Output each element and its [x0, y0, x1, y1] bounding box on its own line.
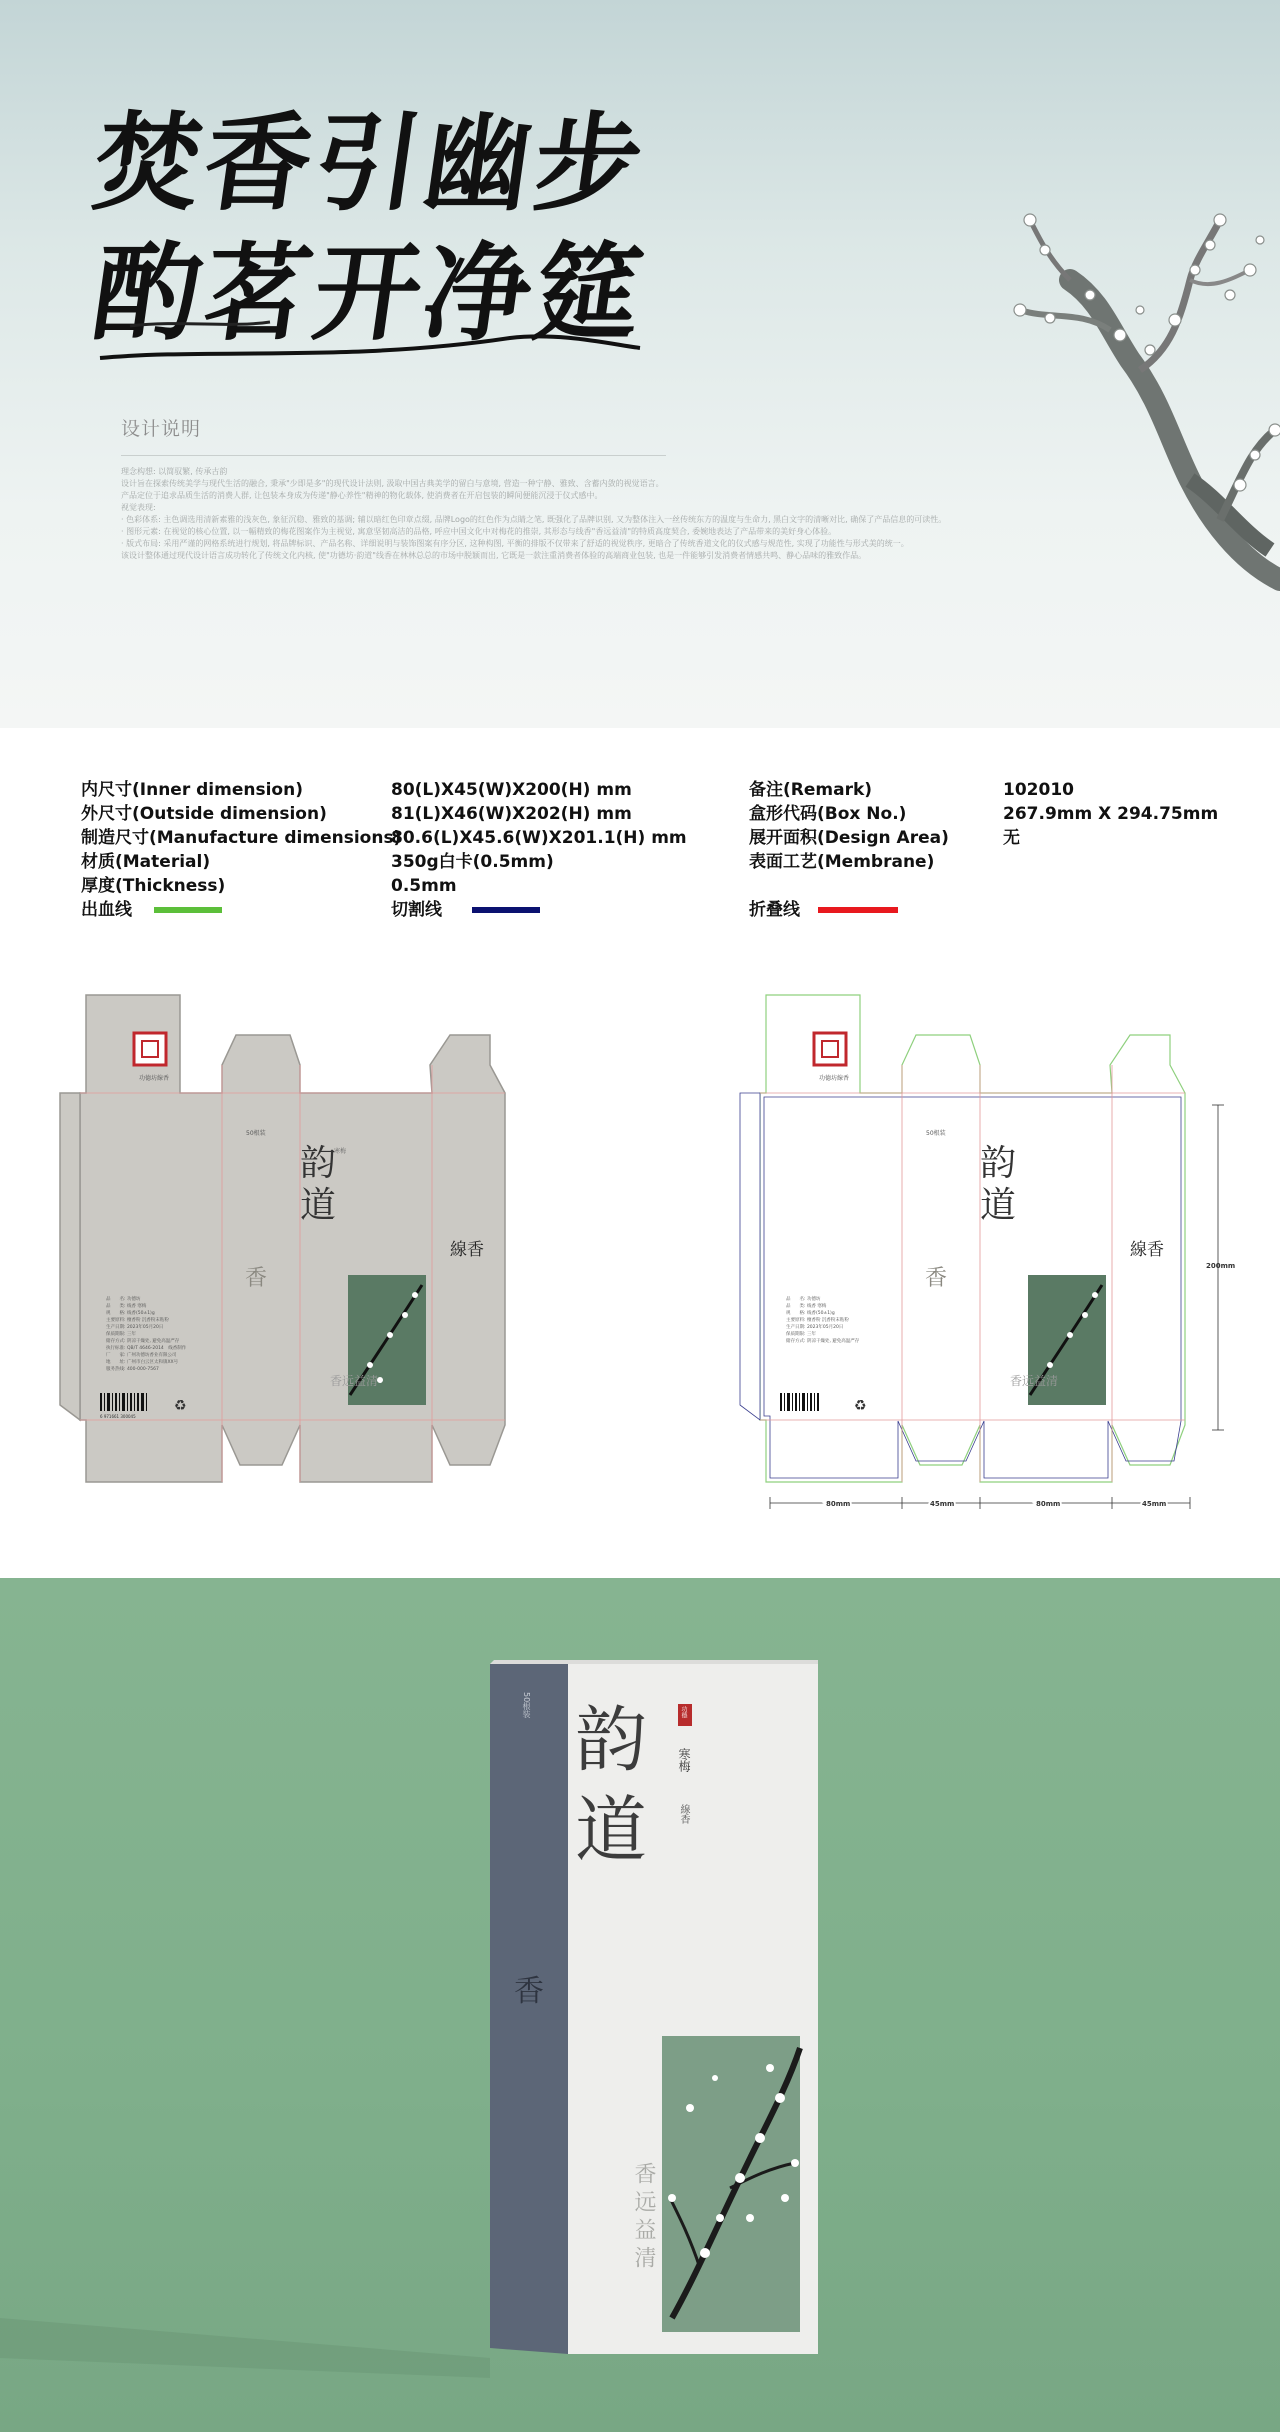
spec-label: 盒形代码(Box No.)	[749, 804, 907, 824]
design-paragraph: 设计旨在探索传统美学与现代生活的融合, 秉承"少即是多"的现代设计法则, 汲取中国古典美学的留白与意境, 营造一种宁静、雅致、含蓄内敛的视觉语言。	[121, 479, 664, 488]
spec-value: 0.5mm	[391, 876, 457, 896]
mock-count-label: 50根装	[522, 1692, 531, 1719]
dim-height-label: 200mm	[1206, 1262, 1236, 1270]
design-paragraph: 产品定位于追求品质生活的消费人群, 让包装本身成为传递"静心养性"精神的物化载体, 使消费者在开启包装的瞬间便能沉浸于仪式感中。	[121, 491, 603, 500]
recycle-icon: ♻	[854, 1398, 867, 1414]
design-paragraph: 该设计整体通过现代设计语言成功转化了传统文化内核, 使"功德坊·韵道"线香在林林总总的市场中脱颖而出, 它既是一款注重消费者体验的高端商业包装, 也是一件能够引发消费者情感共鸣、静心品味的雅致作品。	[121, 551, 867, 560]
bleed-line-swatch	[154, 907, 222, 913]
mock-side-text: 線香	[678, 1804, 689, 1824]
dim-width-label: 80mm	[826, 1500, 851, 1508]
brand-logo-icon	[814, 1033, 846, 1065]
name-char-2: 道	[980, 1185, 1017, 1226]
slogan-line-1: 焚香引幽步	[86, 100, 654, 225]
brand-name: 功德坊線香	[819, 1075, 850, 1082]
variety-label: 寒梅	[334, 1148, 347, 1155]
spec-label: 制造尺寸(Manufacture dimensions)	[81, 828, 402, 848]
info-line: 生产日期: 2023年05月20日	[106, 1325, 164, 1330]
spec-left-values	[391, 778, 687, 922]
name-char-1: 韵	[980, 1143, 1017, 1184]
info-line: 主要原料: 檀香粉 沉香粉末粘粉	[106, 1318, 169, 1323]
dim-depth-label: 45mm	[930, 1500, 955, 1508]
dieline-printed	[50, 985, 520, 1505]
info-line: 品 名: 功德坊	[786, 1297, 821, 1302]
spec-value: 350g白卡(0.5mm)	[391, 852, 554, 872]
design-paragraph: 视觉表现:	[121, 503, 156, 512]
info-line: 品 名: 功德坊	[106, 1297, 141, 1302]
mock-name-char-2: 道	[575, 1788, 648, 1872]
seal-text: 功德	[680, 1706, 687, 1718]
spec-value: 102010	[1003, 780, 1074, 800]
spec-value: 267.9mm X 294.75mm	[1003, 804, 1219, 824]
plum-branch-illustration	[990, 200, 1280, 720]
spec-value: 81(L)X46(W)X202(H) mm	[391, 804, 632, 824]
info-line: 储存方式: 阴凉干燥处, 避免高温严存	[106, 1339, 180, 1344]
info-line: 规 格: 线香(50±1)g	[106, 1311, 155, 1316]
dim-depth-label: 45mm	[1142, 1500, 1167, 1508]
mock-center-char: 香	[514, 1974, 544, 2009]
recycle-icon: ♻	[174, 1398, 187, 1414]
spec-label: 备注(Remark)	[749, 780, 873, 800]
count-label: 50根装	[246, 1130, 266, 1137]
cut-line-swatch	[472, 907, 540, 913]
spec-label: 展开面积(Design Area)	[749, 828, 949, 848]
spec-right-values	[1003, 778, 1218, 850]
hero-section	[0, 0, 1280, 728]
info-line: 规 格: 线香(50±1)g	[786, 1311, 835, 1316]
spec-value: 80.6(L)X45.6(W)X201.1(H) mm	[391, 828, 687, 848]
fold-legend	[749, 898, 949, 922]
cut-legend	[391, 898, 687, 922]
spec-label: 表面工艺(Membrane)	[749, 852, 935, 872]
box-slogan: 香远益清	[1010, 1374, 1059, 1388]
info-line: 生产日期: 2023年05月20日	[786, 1325, 844, 1330]
brand-logo-icon	[134, 1033, 166, 1065]
spec-left-labels	[81, 778, 401, 922]
design-paragraph: · 版式布局: 采用严谨的网格系统进行规划, 将品牌标识、产品名称、详细说明与装饰图案有序分区, 这种构图, 平衡的排版不仅带来了舒适的视觉秩序, 更暗合了传统香道文化的仪式感与规范性, 实现了功能性与形式美的统一。	[121, 539, 909, 548]
spec-label: 外尺寸(Outside dimension)	[81, 804, 327, 824]
barcode-number: 6 971661 300045	[100, 1414, 136, 1419]
mock-slogan: 香远益清	[631, 2162, 656, 2274]
design-description	[121, 466, 947, 562]
design-title: 设计说明	[121, 418, 202, 440]
fold-line-swatch	[818, 907, 898, 913]
side-text: 線香	[450, 1240, 484, 1260]
mockup-section	[0, 1578, 1280, 2432]
design-paragraph: 理念构想: 以简驭繁, 传承古韵	[121, 467, 228, 476]
slogan-line-2: 酌茗开净筵	[86, 230, 654, 355]
info-line: 品 类: 线香 寒梅	[106, 1304, 147, 1309]
name-char-2: 道	[300, 1185, 337, 1226]
design-paragraph: · 图形元素: 在视觉的核心位置, 以一幅精致的梅花图案作为主视觉, 寓意坚韧高洁的品格, 呼应中国文化中对梅花的推崇, 其形态与线香"香远益清"的特质高度契合, 委婉地表达了产品带来的美好身心体验。	[121, 527, 837, 536]
design-divider	[121, 455, 666, 456]
count-label: 50根装	[926, 1130, 946, 1137]
info-line: 主要原料: 檀香粉 沉香粉末粘粉	[786, 1318, 849, 1323]
center-char: 香	[245, 1266, 268, 1291]
spec-value: 80(L)X45(W)X200(H) mm	[391, 780, 632, 800]
info-line: 服务热线: 400-000-7567	[106, 1367, 159, 1372]
info-line: 保质期限: 三年	[106, 1332, 136, 1337]
center-char: 香	[925, 1266, 948, 1291]
name-char-1: 韵	[300, 1143, 337, 1184]
spec-value: 无	[1003, 828, 1020, 848]
spec-right-labels	[749, 778, 949, 922]
info-line: 厂 家: 广州功德坊香业有限公司	[106, 1353, 177, 1358]
mock-name-char-1: 韵	[575, 1698, 648, 1782]
info-line: 储存方式: 阴凉干燥处, 避免高温严存	[786, 1339, 860, 1344]
brand-name: 功德坊線香	[139, 1075, 170, 1082]
brush-stroke-decoration	[90, 318, 650, 378]
dim-width-label: 80mm	[1036, 1500, 1061, 1508]
spec-label: 材质(Material)	[81, 852, 211, 872]
spec-label: 内尺寸(Inner dimension)	[81, 780, 303, 800]
info-line: 地 址: 广州市白云区太和镇XX号	[106, 1360, 179, 1365]
bleed-label: 出血线	[81, 900, 132, 920]
dieline-technical	[730, 985, 1250, 1515]
side-text: 線香	[1130, 1240, 1164, 1260]
info-line: 品 类: 线香 寒梅	[786, 1304, 827, 1309]
spec-label: 厚度(Thickness)	[81, 876, 226, 896]
mock-variety: 寒梅	[677, 1748, 691, 1772]
info-line: 执行标准: QB/T 4646-2014 线香制作	[106, 1346, 187, 1351]
cut-label: 切割线	[391, 900, 442, 920]
info-line: 保质期限: 三年	[786, 1332, 816, 1337]
box-slogan: 香远益清	[330, 1374, 379, 1388]
fold-label: 折叠线	[749, 900, 800, 920]
bleed-legend	[81, 898, 401, 922]
design-paragraph: · 色彩体系: 主色调选用清新素雅的浅灰色, 象征沉稳、雅致的基调; 辅以暗红色印章点缀, 品牌Logo的红色作为点睛之笔, 既强化了品牌识别, 又为整体注入一丝传统东方的温度与生命力, 黑白文字的清晰对比, 确保了产品信息的可读性。	[121, 515, 947, 524]
